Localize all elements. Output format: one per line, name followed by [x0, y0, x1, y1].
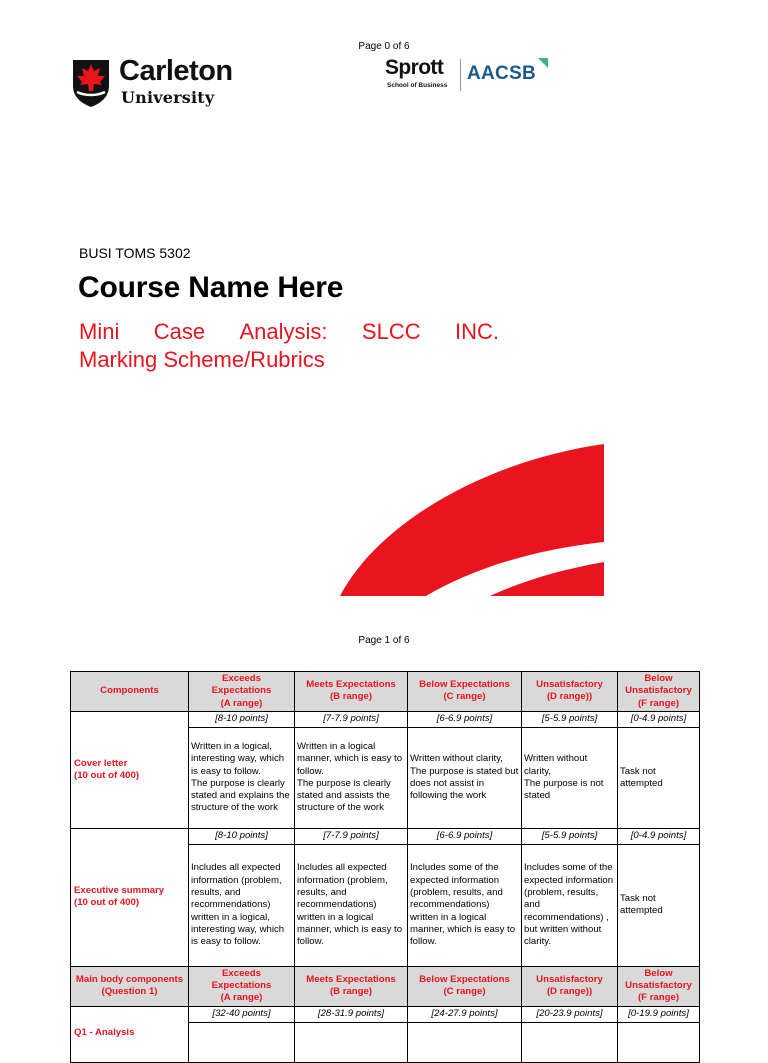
description-cell	[522, 1022, 618, 1062]
component-label: Cover letter (10 out of 400)	[71, 711, 189, 828]
description-cell: Includes all expected information (problem, results, and recommendations) written in a logical, interesting way, which is easy to follow.	[189, 844, 295, 966]
decorative-swoosh	[340, 440, 604, 596]
header-c-range: Below Expectations (C range)	[408, 672, 522, 712]
subtitle-line-1	[79, 318, 499, 346]
description-cell: Includes some of the expected information (problem, results, and recommendations) , but written without clarity.	[522, 844, 618, 966]
description-cell: Includes all expected information (problem, results, and recommendations) written in a logical manner, which is easy to follow.	[295, 844, 408, 966]
component-label: Executive summary (10 out of 400)	[71, 828, 189, 966]
table-row	[71, 711, 700, 727]
section-header-row	[71, 966, 700, 1006]
header-f-range: Below Unsatisfactory (F range)	[618, 672, 700, 712]
subtitle-word: Analysis:	[239, 319, 328, 344]
header-a-range: Exceeds Expectations (A range)	[189, 966, 295, 1006]
points-cell: [6-6.9 points]	[408, 711, 522, 727]
points-cell: [5-5.9 points]	[522, 828, 618, 844]
points-cell: [8-10 points]	[189, 711, 295, 727]
subtitle-word: Case	[153, 319, 206, 344]
description-cell: Written without clarity, The purpose is stated but does not assist in following the work	[408, 727, 522, 828]
points-cell: [0-4.9 points]	[618, 711, 700, 727]
component-label: Q1 - Analysis	[71, 1006, 189, 1062]
description-cell	[408, 1022, 522, 1062]
points-cell: [6-6.9 points]	[408, 828, 522, 844]
table-row	[71, 1006, 700, 1022]
description-cell	[618, 1022, 700, 1062]
points-cell: [0-19.9 points]	[618, 1006, 700, 1022]
points-cell: [24-27.9 points]	[408, 1006, 522, 1022]
sprott-wordmark: Sprott	[385, 56, 444, 79]
header-a-range: Exceeds Expectations (A range)	[189, 672, 295, 712]
table-header-row	[71, 672, 700, 712]
points-cell: [5-5.9 points]	[522, 711, 618, 727]
description-cell: Task not attempted	[618, 844, 700, 966]
page-number-top: Page 0 of 6	[358, 41, 410, 52]
description-cell: Written without clarity, The purpose is not stated	[522, 727, 618, 828]
header-d-range: Unsatisfactory (D range))	[522, 966, 618, 1006]
header-c-range: Below Expectations (C range)	[408, 966, 522, 1006]
description-cell: Written in a logical manner, which is easy to follow. The purpose is clearly stated and assists the structure of the work	[295, 727, 408, 828]
description-cell	[295, 1022, 408, 1062]
subtitle-word: Mini	[79, 319, 120, 344]
points-cell: [20-23.9 points]	[522, 1006, 618, 1022]
description-cell: Includes some of the expected information (problem, results, and recommendations) written in a logical manner, which is easy to follow.	[408, 844, 522, 966]
header-main-body: Main body components (Question 1)	[71, 966, 189, 1006]
carleton-shield-icon	[71, 58, 111, 108]
points-cell: [0-4.9 points]	[618, 828, 700, 844]
table-row	[71, 828, 700, 844]
header-b-range: Meets Expectations (B range)	[295, 672, 408, 712]
subtitle-word: INC.	[455, 319, 499, 344]
logo-divider	[460, 59, 461, 91]
points-cell: [28-31.9 points]	[295, 1006, 408, 1022]
header-f-range: Below Unsatisfactory (F range)	[618, 966, 700, 1006]
header-b-range: Meets Expectations (B range)	[295, 966, 408, 1006]
subtitle-word: SLCC	[361, 319, 421, 344]
header-components: Components	[71, 672, 189, 712]
page-number-second: Page 1 of 6	[358, 635, 410, 646]
carleton-logo	[71, 55, 271, 110]
sprott-aacsb-logo	[384, 56, 564, 96]
document-subtitle	[79, 318, 499, 374]
description-cell: Task not attempted	[618, 727, 700, 828]
points-cell: [32-40 points]	[189, 1006, 295, 1022]
description-cell	[189, 1022, 295, 1062]
subtitle-line-2: Marking Scheme/Rubrics	[79, 347, 325, 372]
points-cell: [7-7.9 points]	[295, 711, 408, 727]
sprott-subtitle: School of Business	[387, 82, 448, 89]
course-name: Course Name Here	[78, 271, 344, 304]
carleton-university-label: University	[121, 88, 215, 107]
description-cell: Written in a logical, interesting way, which is easy to follow. The purpose is clearly stated and explains the structure of the work	[189, 727, 295, 828]
points-cell: [8-10 points]	[189, 828, 295, 844]
aacsb-accent-icon	[536, 56, 550, 70]
carleton-wordmark: Carleton	[119, 55, 233, 87]
header-d-range: Unsatisfactory (D range))	[522, 672, 618, 712]
aacsb-wordmark: AACSB	[467, 63, 537, 84]
points-cell: [7-7.9 points]	[295, 828, 408, 844]
course-code: BUSI TOMS 5302	[79, 245, 191, 261]
rubric-table	[70, 671, 700, 1063]
